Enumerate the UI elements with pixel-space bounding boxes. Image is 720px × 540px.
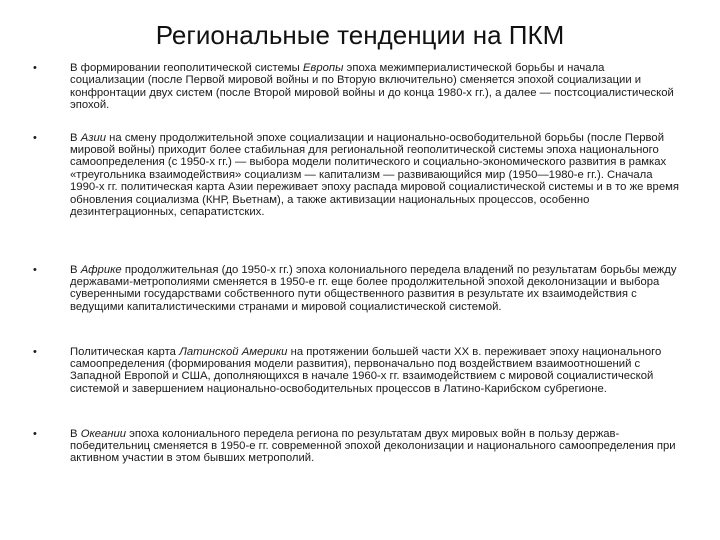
bullet-africa (0, 264, 720, 326)
text-before: Политическая карта (70, 345, 180, 358)
bullet-text (70, 346, 680, 396)
bullet-oceania (0, 428, 720, 465)
bullet-dot: • (33, 427, 37, 440)
region-name: Океании (80, 427, 127, 440)
bullet-dot: • (33, 131, 37, 144)
bullet-latin-america (0, 346, 720, 408)
text-after: эпоха колониального передела региона по результатам двух мировых войн в пользу держав-победительниц сменяется в 1950-е гг. современной эпохой деколонизации и национального самоопределения при активном участии в этом бывших метрополий. (70, 427, 676, 465)
text-after: эпоха межимпериалистической борьбы и начала социализации (после Первой мировой войны и по Вторую включительно) сменяется эпохой социализации и конфронтации двух систем (после Второй мировой войны и до конца 1980-х гг.), а далее — постсоциалистической эпохой. (70, 62, 674, 112)
bullet-dot: • (33, 345, 37, 358)
region-name: Африке (80, 263, 122, 276)
bullet-dot: • (33, 263, 37, 276)
bullet-asia (0, 132, 720, 244)
bullet-text (70, 264, 680, 314)
bullet-list (0, 62, 720, 465)
bullet-europe (0, 62, 720, 112)
bullet-text (70, 132, 680, 219)
text-after: на протяжении большей части XX в. переживает эпоху национального самоопределения (формирования модели развития), первоначально под воздействием взаимоотношений с Западной Европой и США, дополняющихся в начале 1960-х гг. взаимодействием с мировой социалистической системой и завершением национально-освободительных процессов в Латино-Карибском субрегионе. (70, 345, 662, 395)
text-before: В формировании геополитической системы (70, 62, 303, 74)
text-after: на смену продолжительной эпохе социализации и национально-освободительной борьбы (после Первой мировой войны) приходит более стабильная для региональной геополитической системы эпоха национального самоопределения (с 1950-х гг.) — выбора модели политического и социально-экономического развития в рамках «треугольника взаимодействия» социализм — капитализм — развивающийся мир (1950—1980-е гг.). Сначала 1990-х гг. политическая карта Азии переживает эпоху распада мировой социалистической системы и в то же время обновления социализма (КНР, Вьетнам), а также активизации национальных процессов, особенно дезинтеграционных, сепаратистских. (70, 131, 680, 219)
bullet-text (70, 428, 680, 465)
text-before: В (70, 427, 81, 440)
text-after: продолжительная (до 1950-х гг.) эпоха колониального передела владений по результатам борьбы между державами-метрополиями сменяется в 1950-е гг. еще более продолжительной эпохой деколонизации и выбора суверенными государствами собственного пути общественного развития в результате их взаимодействия с ведущими капиталистическими странами и мировой социалистической системой. (70, 263, 677, 313)
region-name: Латинской Америки (179, 345, 288, 358)
text-before: В (70, 131, 81, 144)
bullet-text (70, 62, 680, 112)
text-before: В (70, 263, 81, 276)
bullet-dot: • (33, 62, 37, 74)
region-name: Азии (80, 131, 107, 144)
region-name: Европы (302, 62, 344, 74)
slide-title: Региональные тенденции на ПКМ (155, 20, 565, 50)
